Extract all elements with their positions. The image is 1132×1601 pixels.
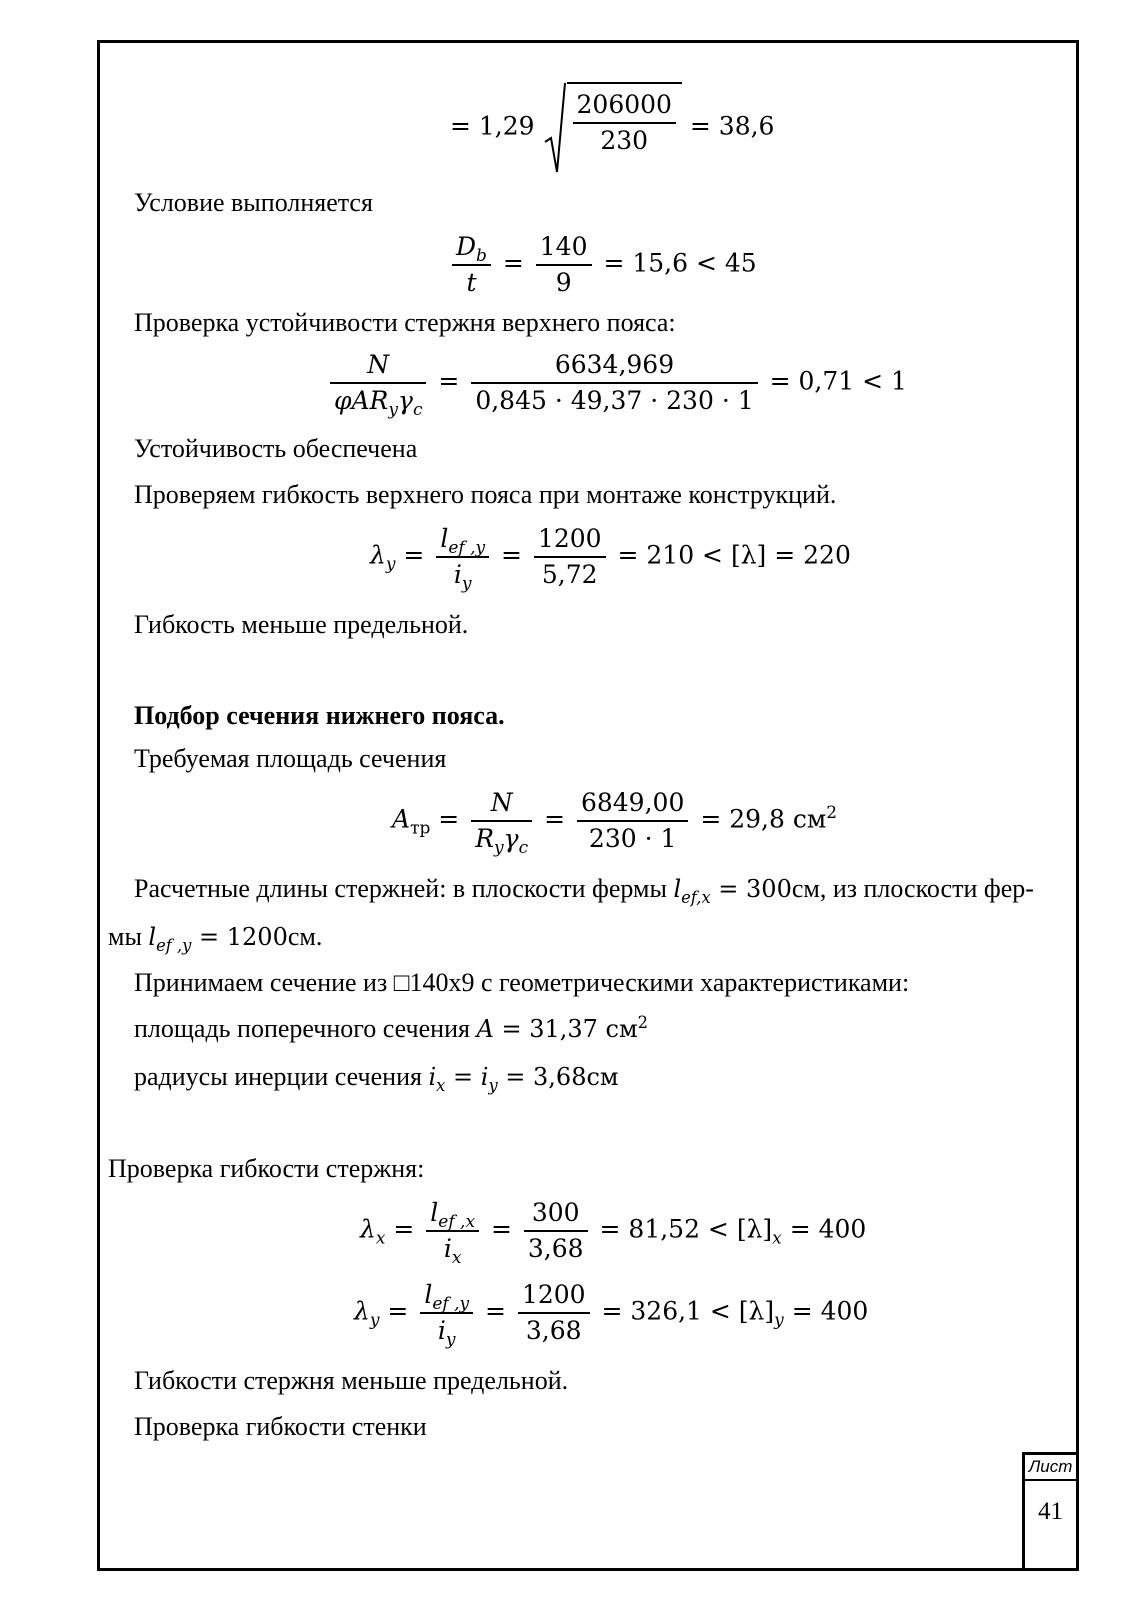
- sqrt-sign: [543, 82, 567, 174]
- formula-flex-y: $\lambda_y$ = $\frac{l_{ef ,y}}{i_y}$ = $\frac{1200}{3,68}$ = $326,1 < [\lambda]_y = 400$: [354, 1280, 869, 1350]
- text-flex-ok: Гибкость меньше предельной.: [134, 610, 469, 639]
- text-radii: радиусы инерции сечения $i_x = i_y = 3,68см$: [134, 1062, 619, 1095]
- text-section-accept: Принимаем сечение из □140х9 с геометрическими характеристиками:: [134, 968, 910, 997]
- formula-flex-x: $\lambda_x$ = $\frac{l_{ef ,x}}{i_x}$ = $\frac{300}{3,68}$ = $81,52 < [\lambda]_x = 400$: [360, 1198, 867, 1268]
- text-stability-ok: Устойчивость обеспечена: [134, 434, 418, 463]
- sheet-number: 41: [1038, 1498, 1063, 1525]
- text-rod-flex-check: Проверка гибкости стержня:: [108, 1154, 425, 1183]
- text-design-lengths-line1: Расчетные длины стержней: в плоскости фермы $l_{ef,x} = 300см$, из плоскости фер-: [134, 874, 1034, 907]
- formula-wall-ratio: $\frac{D_b}{t}$ = $\frac{140}{9}$ = 15,6 < 45: [448, 230, 757, 300]
- text-stability-check: Проверка устойчивости стержня верхнего пояса:: [134, 308, 676, 337]
- text-wall-flex-check: Проверка гибкости стенки: [134, 1412, 427, 1441]
- text-condition-ok: Условие выполняется: [134, 188, 373, 217]
- text-design-lengths-line2: мы $l_{ef ,y} = 1200см$.: [108, 922, 323, 955]
- formula-required-area: $A_{тр}$ = $\frac{N}{R_y\gamma_c}$ = $\frac{6849,00}{230 \cdot 1}$ = 29,8 $см^2$: [392, 788, 838, 858]
- sheet-label: Лист: [1025, 1455, 1076, 1481]
- text-required-area: Требуемая площадь сечения: [134, 744, 447, 773]
- section-heading: Подбор сечения нижнего пояса.: [134, 701, 505, 730]
- text-area: площадь поперечного сечения A = 31,37 $см^2$: [134, 1013, 649, 1043]
- formula-flex-upper: $\lambda_y$ = $\frac{l_{ef ,y}}{i_y}$ = $\frac{1200}{5,72}$ = 210 < [λ] = 220: [370, 524, 851, 594]
- formula-slenderness-limit: = 1,29 $\frac{206000}{230}$ = 38,6: [450, 82, 774, 174]
- sheet-title-block: [1022, 1452, 1076, 1570]
- formula-stability: $\frac{N}{\varphi AR_y\gamma_c}$ = $\frac{6634,969}{0,845 \cdot 49,37 \cdot 230 \cdot 1}$ = 0,71 < 1: [326, 348, 907, 418]
- text-rod-flex-ok: Гибкости стержня меньше предельной.: [134, 1366, 569, 1395]
- text-flex-check-intro: Проверяем гибкость верхнего пояса при монтаже конструкций.: [134, 480, 837, 509]
